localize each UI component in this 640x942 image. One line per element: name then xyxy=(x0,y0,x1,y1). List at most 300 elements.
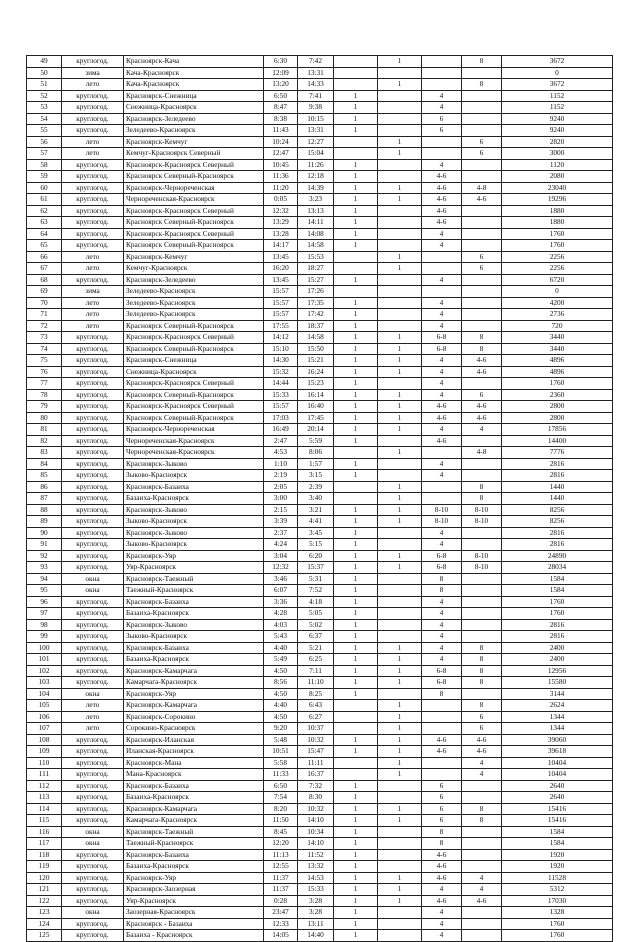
class-b-cell xyxy=(462,688,502,700)
flag-a-cell: 1 xyxy=(334,182,378,194)
table-row xyxy=(27,320,613,332)
route-cell: Кемчуг-Красноярск Северный xyxy=(124,148,264,160)
flag-a-cell: 1 xyxy=(334,792,378,804)
total-cell: 17856 xyxy=(502,424,613,436)
flag-b-cell: 1 xyxy=(378,723,422,735)
flag-b-cell: 1 xyxy=(378,700,422,712)
total-cell: 2816 xyxy=(502,619,613,631)
departure-time: 2:37 xyxy=(264,527,298,539)
flag-b-cell xyxy=(378,907,422,919)
row-number: 106 xyxy=(27,711,62,723)
departure-time: 16:20 xyxy=(264,263,298,275)
row-number: 119 xyxy=(27,861,62,873)
season-cell: лето xyxy=(62,723,124,735)
season-cell: круглогод. xyxy=(62,102,124,114)
flag-a-cell: 1 xyxy=(334,309,378,321)
table-row xyxy=(27,228,613,240)
class-b-cell xyxy=(462,217,502,229)
season-cell: круглогод. xyxy=(62,677,124,689)
class-a-cell: 4 xyxy=(422,631,462,643)
table-row xyxy=(27,631,613,643)
arrival-time: 10:32 xyxy=(298,803,334,815)
arrival-time: 8:06 xyxy=(298,447,334,459)
table-row xyxy=(27,458,613,470)
arrival-time: 6:25 xyxy=(298,654,334,666)
flag-a-cell: 1 xyxy=(334,562,378,574)
route-cell: Уяр-Красноярск xyxy=(124,562,264,574)
flag-b-cell xyxy=(378,792,422,804)
row-number: 66 xyxy=(27,251,62,263)
departure-time: 11:37 xyxy=(264,884,298,896)
arrival-time: 13:11 xyxy=(298,918,334,930)
class-a-cell xyxy=(422,67,462,79)
class-a-cell: 6 xyxy=(422,815,462,827)
flag-a-cell: 1 xyxy=(334,895,378,907)
class-b-cell: 8 xyxy=(462,493,502,505)
class-a-cell: 4 xyxy=(422,102,462,114)
class-b-cell: 4-6 xyxy=(462,746,502,758)
season-cell: круглогод. xyxy=(62,401,124,413)
flag-a-cell: 1 xyxy=(334,746,378,758)
season-cell: круглогод. xyxy=(62,274,124,286)
flag-a-cell: 1 xyxy=(334,320,378,332)
arrival-time: 13:31 xyxy=(298,67,334,79)
flag-b-cell: 1 xyxy=(378,677,422,689)
total-cell: 1760 xyxy=(502,930,613,942)
table-row xyxy=(27,608,613,620)
table-row xyxy=(27,79,613,91)
class-a-cell: 6 xyxy=(422,803,462,815)
row-number: 109 xyxy=(27,746,62,758)
class-a-cell xyxy=(422,700,462,712)
class-b-cell xyxy=(462,297,502,309)
table-row xyxy=(27,884,613,896)
class-b-cell xyxy=(462,596,502,608)
class-a-cell: 8 xyxy=(422,688,462,700)
season-cell: круглогод. xyxy=(62,665,124,677)
season-cell: лето xyxy=(62,700,124,712)
class-a-cell: 4 xyxy=(422,642,462,654)
arrival-time: 16:14 xyxy=(298,389,334,401)
flag-a-cell xyxy=(334,481,378,493)
class-b-cell xyxy=(462,67,502,79)
arrival-time: 7:32 xyxy=(298,780,334,792)
class-a-cell: 4 xyxy=(422,355,462,367)
total-cell: 1152 xyxy=(502,102,613,114)
route-cell: Красноярск-Зыково xyxy=(124,619,264,631)
flag-b-cell: 1 xyxy=(378,366,422,378)
flag-a-cell: 1 xyxy=(334,171,378,183)
table-row xyxy=(27,907,613,919)
row-number: 65 xyxy=(27,240,62,252)
flag-b-cell: 1 xyxy=(378,654,422,666)
class-b-cell: 4-6 xyxy=(462,412,502,424)
flag-b-cell: 1 xyxy=(378,550,422,562)
flag-a-cell: 1 xyxy=(334,826,378,838)
class-b-cell xyxy=(462,527,502,539)
flag-a-cell: 1 xyxy=(334,688,378,700)
table-row xyxy=(27,297,613,309)
route-cell: Сорокино-Красноярск xyxy=(124,723,264,735)
route-cell: Красноярск Северный-Красноярск xyxy=(124,217,264,229)
row-number: 125 xyxy=(27,930,62,942)
arrival-time: 6:20 xyxy=(298,550,334,562)
departure-time: 13:45 xyxy=(264,251,298,263)
departure-time: 6:50 xyxy=(264,90,298,102)
flag-b-cell: 1 xyxy=(378,562,422,574)
row-number: 96 xyxy=(27,596,62,608)
total-cell: 2400 xyxy=(502,654,613,666)
class-a-cell: 6-8 xyxy=(422,665,462,677)
row-number: 62 xyxy=(27,205,62,217)
route-cell: Кача-Красноярск xyxy=(124,79,264,91)
class-a-cell xyxy=(422,711,462,723)
route-cell: Камарчага-Красноярск xyxy=(124,677,264,689)
season-cell: круглогод. xyxy=(62,815,124,827)
total-cell: 10404 xyxy=(502,757,613,769)
row-number: 74 xyxy=(27,343,62,355)
class-b-cell: 6 xyxy=(462,263,502,275)
total-cell: 1920 xyxy=(502,849,613,861)
season-cell: лето xyxy=(62,297,124,309)
route-cell: Красноярск-Уяр xyxy=(124,550,264,562)
row-number: 108 xyxy=(27,734,62,746)
total-cell: 2816 xyxy=(502,527,613,539)
total-cell: 1584 xyxy=(502,585,613,597)
class-b-cell xyxy=(462,838,502,850)
total-cell: 1584 xyxy=(502,573,613,585)
row-number: 121 xyxy=(27,884,62,896)
class-a-cell: 6-8 xyxy=(422,343,462,355)
class-a-cell xyxy=(422,757,462,769)
season-cell: круглогод. xyxy=(62,769,124,781)
class-a-cell: 4 xyxy=(422,608,462,620)
total-cell: 8256 xyxy=(502,516,613,528)
total-cell: 1120 xyxy=(502,159,613,171)
arrival-time: 6:27 xyxy=(298,711,334,723)
route-cell: Красноярск-Базаиха xyxy=(124,780,264,792)
flag-b-cell: 1 xyxy=(378,504,422,516)
season-cell: круглогод. xyxy=(62,780,124,792)
class-b-cell: 4-6 xyxy=(462,734,502,746)
class-b-cell: 4 xyxy=(462,872,502,884)
departure-time: 14:12 xyxy=(264,332,298,344)
season-cell: круглогод. xyxy=(62,171,124,183)
flag-b-cell: 1 xyxy=(378,182,422,194)
row-number: 114 xyxy=(27,803,62,815)
total-cell: 15416 xyxy=(502,803,613,815)
table-row xyxy=(27,401,613,413)
class-a-cell: 4 xyxy=(422,907,462,919)
arrival-time: 14:58 xyxy=(298,332,334,344)
class-a-cell: 4-6 xyxy=(422,734,462,746)
flag-b-cell xyxy=(378,320,422,332)
route-cell: Базаиха - Красноярск xyxy=(124,930,264,942)
arrival-time: 7:11 xyxy=(298,665,334,677)
class-a-cell: 4-6 xyxy=(422,435,462,447)
row-number: 70 xyxy=(27,297,62,309)
class-a-cell: 8 xyxy=(422,826,462,838)
arrival-time: 14:11 xyxy=(298,217,334,229)
class-b-cell: 6 xyxy=(462,723,502,735)
route-cell: Красноярск-Снежница xyxy=(124,90,264,102)
arrival-time: 14:53 xyxy=(298,872,334,884)
departure-time: 8:20 xyxy=(264,803,298,815)
total-cell: 2640 xyxy=(502,792,613,804)
class-a-cell: 8-10 xyxy=(422,504,462,516)
departure-time: 11:43 xyxy=(264,125,298,137)
flag-b-cell: 1 xyxy=(378,148,422,160)
season-cell: окна xyxy=(62,826,124,838)
flag-a-cell: 1 xyxy=(334,815,378,827)
flag-b-cell xyxy=(378,171,422,183)
class-b-cell xyxy=(462,205,502,217)
row-number: 99 xyxy=(27,631,62,643)
departure-time: 15:57 xyxy=(264,286,298,298)
table-row xyxy=(27,159,613,171)
arrival-time: 6:43 xyxy=(298,700,334,712)
arrival-time: 16:37 xyxy=(298,769,334,781)
total-cell: 2816 xyxy=(502,470,613,482)
total-cell: 3440 xyxy=(502,332,613,344)
departure-time: 3:36 xyxy=(264,596,298,608)
class-b-cell xyxy=(462,458,502,470)
table-row xyxy=(27,286,613,298)
arrival-time: 15:33 xyxy=(298,884,334,896)
row-number: 98 xyxy=(27,619,62,631)
total-cell: 1760 xyxy=(502,608,613,620)
arrival-time: 5:02 xyxy=(298,619,334,631)
flag-a-cell xyxy=(334,67,378,79)
departure-time: 12:32 xyxy=(264,205,298,217)
row-number: 124 xyxy=(27,918,62,930)
season-cell: окна xyxy=(62,585,124,597)
departure-time: 4:50 xyxy=(264,688,298,700)
arrival-time: 17:26 xyxy=(298,286,334,298)
season-cell: круглогод. xyxy=(62,366,124,378)
route-cell: Зыково-Красноярск xyxy=(124,539,264,551)
route-cell: Красноярск-Красноярск Северный xyxy=(124,159,264,171)
class-b-cell xyxy=(462,585,502,597)
route-cell: Красноярск-Чернореченская xyxy=(124,424,264,436)
departure-time: 23:47 xyxy=(264,907,298,919)
departure-time: 12:55 xyxy=(264,861,298,873)
table-row xyxy=(27,642,613,654)
table-row xyxy=(27,861,613,873)
row-number: 84 xyxy=(27,458,62,470)
class-b-cell xyxy=(462,240,502,252)
class-b-cell: 8 xyxy=(462,56,502,68)
route-cell: Красноярск-Базаиха xyxy=(124,481,264,493)
route-cell: Уяр-Красноярск xyxy=(124,895,264,907)
flag-a-cell xyxy=(334,769,378,781)
class-b-cell xyxy=(462,171,502,183)
class-b-cell: 4-8 xyxy=(462,182,502,194)
row-number: 116 xyxy=(27,826,62,838)
class-a-cell: 4 xyxy=(422,654,462,666)
arrival-time: 12:27 xyxy=(298,136,334,148)
class-b-cell: 6 xyxy=(462,389,502,401)
class-a-cell: 4 xyxy=(422,228,462,240)
flag-b-cell xyxy=(378,619,422,631)
class-a-cell xyxy=(422,481,462,493)
flag-a-cell: 1 xyxy=(334,458,378,470)
total-cell: 2360 xyxy=(502,389,613,401)
departure-time: 17:03 xyxy=(264,412,298,424)
season-cell: круглогод. xyxy=(62,654,124,666)
route-cell: Кемчуг-Красноярск xyxy=(124,263,264,275)
flag-b-cell: 1 xyxy=(378,355,422,367)
row-number: 103 xyxy=(27,677,62,689)
flag-b-cell xyxy=(378,780,422,792)
season-cell: круглогод. xyxy=(62,884,124,896)
departure-time: 12:47 xyxy=(264,148,298,160)
season-cell: круглогод. xyxy=(62,90,124,102)
flag-a-cell xyxy=(334,79,378,91)
arrival-time: 14:10 xyxy=(298,838,334,850)
flag-b-cell xyxy=(378,274,422,286)
row-number: 79 xyxy=(27,401,62,413)
flag-a-cell: 1 xyxy=(334,907,378,919)
arrival-time: 15:21 xyxy=(298,355,334,367)
row-number: 50 xyxy=(27,67,62,79)
class-a-cell: 6 xyxy=(422,792,462,804)
arrival-time: 8:30 xyxy=(298,792,334,804)
table-row xyxy=(27,217,613,229)
row-number: 97 xyxy=(27,608,62,620)
class-b-cell xyxy=(462,274,502,286)
route-cell: Красноярск Северный-Красноярск xyxy=(124,389,264,401)
departure-time: 8:47 xyxy=(264,102,298,114)
total-cell: 2820 xyxy=(502,136,613,148)
class-a-cell xyxy=(422,79,462,91)
total-cell: 1584 xyxy=(502,826,613,838)
table-row xyxy=(27,389,613,401)
total-cell: 1328 xyxy=(502,907,613,919)
route-cell: Красноярск-Красноярск Северный xyxy=(124,378,264,390)
total-cell: 3000 xyxy=(502,148,613,160)
route-cell: Красноярск-Зеледеево xyxy=(124,113,264,125)
season-cell: круглогод. xyxy=(62,930,124,942)
flag-a-cell xyxy=(334,286,378,298)
total-cell: 14400 xyxy=(502,435,613,447)
departure-time: 11:13 xyxy=(264,849,298,861)
departure-time: 13:45 xyxy=(264,274,298,286)
table-row xyxy=(27,677,613,689)
route-cell: Красноярск-Уяр xyxy=(124,872,264,884)
arrival-time: 18:27 xyxy=(298,263,334,275)
departure-time: 12:33 xyxy=(264,918,298,930)
table-row xyxy=(27,757,613,769)
class-a-cell xyxy=(422,56,462,68)
flag-a-cell: 1 xyxy=(334,677,378,689)
total-cell: 7776 xyxy=(502,447,613,459)
departure-time: 11:37 xyxy=(264,872,298,884)
flag-b-cell xyxy=(378,90,422,102)
departure-time: 12:20 xyxy=(264,838,298,850)
class-b-cell xyxy=(462,619,502,631)
total-cell: 28034 xyxy=(502,562,613,574)
class-b-cell: 8 xyxy=(462,481,502,493)
total-cell: 1344 xyxy=(502,723,613,735)
arrival-time: 3:28 xyxy=(298,895,334,907)
class-a-cell: 4 xyxy=(422,930,462,942)
class-a-cell xyxy=(422,251,462,263)
departure-time: 12:32 xyxy=(264,562,298,574)
route-cell: Красноярск-Камарчага xyxy=(124,803,264,815)
season-cell: круглогод. xyxy=(62,412,124,424)
table-row xyxy=(27,148,613,160)
row-number: 113 xyxy=(27,792,62,804)
total-cell: 9240 xyxy=(502,125,613,137)
departure-time: 13:20 xyxy=(264,79,298,91)
class-b-cell xyxy=(462,792,502,804)
total-cell: 1760 xyxy=(502,378,613,390)
table-row xyxy=(27,309,613,321)
departure-time: 4:50 xyxy=(264,665,298,677)
total-cell: 10404 xyxy=(502,769,613,781)
departure-time: 2:05 xyxy=(264,481,298,493)
class-b-cell xyxy=(462,849,502,861)
flag-a-cell: 1 xyxy=(334,550,378,562)
total-cell: 720 xyxy=(502,320,613,332)
class-b-cell: 4 xyxy=(462,757,502,769)
class-a-cell: 4-6 xyxy=(422,194,462,206)
season-cell: круглогод. xyxy=(62,895,124,907)
total-cell: 4896 xyxy=(502,355,613,367)
flag-a-cell xyxy=(334,136,378,148)
class-a-cell: 4-6 xyxy=(422,182,462,194)
class-b-cell xyxy=(462,90,502,102)
flag-a-cell xyxy=(334,56,378,68)
route-cell: Красноярск-Мана xyxy=(124,757,264,769)
total-cell: 1344 xyxy=(502,711,613,723)
flag-b-cell: 1 xyxy=(378,884,422,896)
class-b-cell: 6 xyxy=(462,136,502,148)
season-cell: лето xyxy=(62,79,124,91)
table-row xyxy=(27,872,613,884)
table-row xyxy=(27,849,613,861)
class-b-cell xyxy=(462,320,502,332)
season-cell: круглогод. xyxy=(62,205,124,217)
row-number: 115 xyxy=(27,815,62,827)
table-row xyxy=(27,573,613,585)
row-number: 80 xyxy=(27,412,62,424)
route-cell: Красноярск Северный-Красноярск xyxy=(124,320,264,332)
route-cell: Красноярск-Зеледеево xyxy=(124,274,264,286)
departure-time: 2:19 xyxy=(264,470,298,482)
class-b-cell: 8-10 xyxy=(462,550,502,562)
row-number: 123 xyxy=(27,907,62,919)
season-cell: лето xyxy=(62,136,124,148)
total-cell: 1880 xyxy=(502,205,613,217)
departure-time: 11:36 xyxy=(264,171,298,183)
season-cell: круглогод. xyxy=(62,504,124,516)
route-cell: Красноярск Северный-Красноярск xyxy=(124,171,264,183)
route-cell: Красноярск-Таежный xyxy=(124,826,264,838)
total-cell: 2800 xyxy=(502,401,613,413)
total-cell: 0 xyxy=(502,67,613,79)
flag-a-cell: 1 xyxy=(334,780,378,792)
departure-time: 5:43 xyxy=(264,631,298,643)
route-cell: Заозерная-Красноярск xyxy=(124,907,264,919)
route-cell: Красноярск-Красноярск Северный xyxy=(124,332,264,344)
flag-b-cell: 1 xyxy=(378,872,422,884)
season-cell: окна xyxy=(62,688,124,700)
flag-b-cell xyxy=(378,113,422,125)
flag-a-cell: 1 xyxy=(334,585,378,597)
route-cell: Зеледеево-Красноярск xyxy=(124,286,264,298)
